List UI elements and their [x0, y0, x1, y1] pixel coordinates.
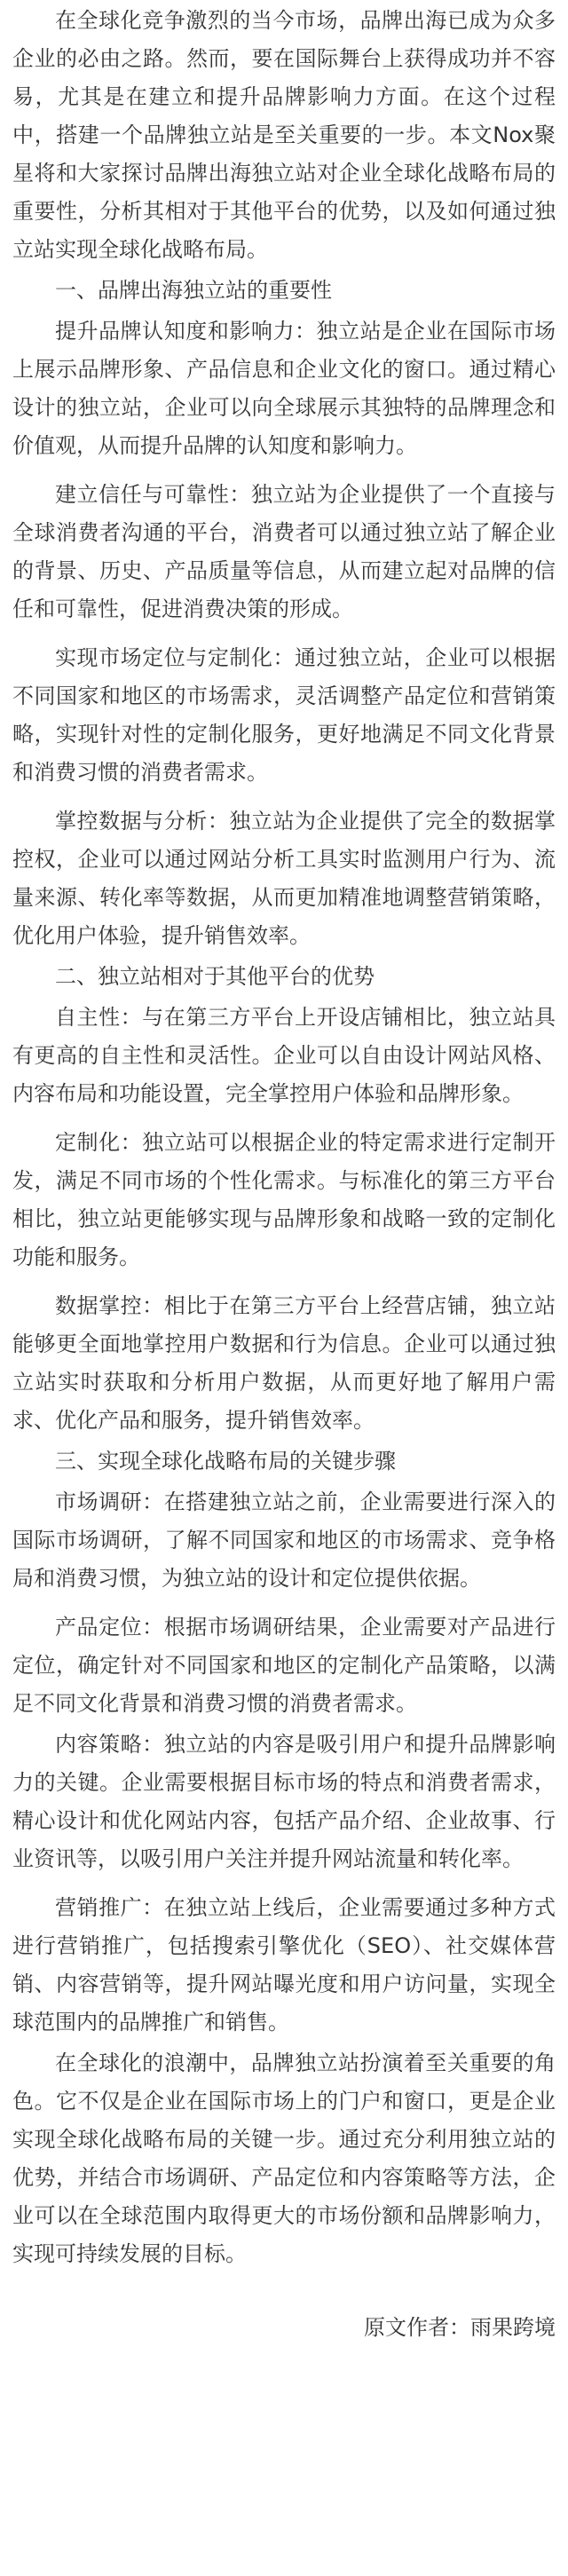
- paragraph-customization: 定制化：独立站可以根据企业的特定需求进行定制开发，满足不同市场的个性化需求。与标准化的第三方平台相比，独立站更能够实现与品牌形象和战略一致的定制化功能和服务。: [12, 1130, 556, 1269]
- section-heading-1: 一、品牌出海独立站的重要性: [55, 278, 332, 303]
- paragraph-autonomy: 自主性：与在第三方平台上开设店铺相比，独立站具有更高的自主性和灵活性。企业可以自由设计网站风格、内容布局和功能设置，完全掌控用户体验和品牌形象。: [12, 1005, 556, 1106]
- paragraph-content-strategy: 内容策略：独立站的内容是吸引用户和提升品牌影响力的关键。企业需要根据目标市场的特点和消费者需求，精心设计和优化网站内容，包括产品介绍、企业故事、行业资讯等，以吸引用户关注并提升网站流量和转化率。: [12, 1732, 556, 1871]
- section-heading-3: 三、实现全球化战略布局的关键步骤: [55, 1449, 396, 1474]
- paragraph-data-control: 掌控数据与分析：独立站为企业提供了完全的数据掌控权，企业可以通过网站分析工具实时监测用户行为、流量来源、转化率等数据，从而更加精准地调整营销策略，优化用户体验，提升销售效率。: [12, 809, 556, 948]
- intro-paragraph: 在全球化竞争激烈的当今市场，品牌出海已成为众多企业的必由之路。然而，要在国际舞台上获得成功并不容易，尤其是在建立和提升品牌影响力方面。在这个过程中，搭建一个品牌独立站是至关重要的一步。本文Nox聚星将和大家探讨品牌出海独立站对企业全球化战略布局的重要性，分析其相对于其他平台的优势，以及如何通过独立站实现全球化战略布局。: [12, 8, 556, 262]
- paragraph-marketing: 营销推广：在独立站上线后，企业需要通过多种方式进行营销推广，包括搜索引擎优化（SEO）、社交媒体营销、内容营销等，提升网站曝光度和用户访问量，实现全球范围内的品牌推广和销售。: [12, 1895, 556, 2035]
- paragraph-positioning: 实现市场定位与定制化：通过独立站，企业可以根据不同国家和地区的市场需求，灵活调整产品定位和营销策略，实现针对性的定制化服务，更好地满足不同文化背景和消费习惯的消费者需求。: [12, 645, 556, 785]
- section-heading-2: 二、独立站相对于其他平台的优势: [55, 964, 375, 989]
- paragraph-data-ownership: 数据掌控：相比于在第三方平台上经营店铺，独立站能够更全面地掌控用户数据和行为信息。企业可以通过独立站实时获取和分析用户数据，从而更好地了解用户需求、优化产品和服务，提升销售效率。: [12, 1293, 556, 1433]
- paragraph-market-research: 市场调研：在搭建独立站之前，企业需要进行深入的国际市场调研，了解不同国家和地区的市场需求、竞争格局和消费习惯，为独立站的设计和定位提供依据。: [12, 1489, 556, 1591]
- paragraph-product-positioning: 产品定位：根据市场调研结果，企业需要对产品进行定位，确定针对不同国家和地区的定制化产品策略，以满足不同文化背景和消费习惯的消费者需求。: [12, 1615, 556, 1716]
- paragraph-brand-awareness: 提升品牌认知度和影响力：独立站是企业在国际市场上展示品牌形象、产品信息和企业文化的窗口。通过精心设计的独立站，企业可以向全球展示其独特的品牌理念和价值观，从而提升品牌的认知度和影响力。: [12, 319, 556, 458]
- conclusion-paragraph: 在全球化的浪潮中，品牌独立站扮演着至关重要的角色。它不仅是企业在国际市场上的门户和窗口，更是企业实现全球化战略布局的关键一步。通过充分利用独立站的优势，并结合市场调研、产品定位和内容策略等方法，企业可以在全球范围内取得更大的市场份额和品牌影响力，实现可持续发展的目标。: [12, 2051, 556, 2266]
- author-credit: 原文作者：雨果跨境: [364, 2315, 556, 2340]
- paragraph-trust: 建立信任与可靠性：独立站为企业提供了一个直接与全球消费者沟通的平台，消费者可以通过独立站了解企业的背景、历史、产品质量等信息，从而建立起对品牌的信任和可靠性，促进消费决策的形成。: [12, 482, 556, 621]
